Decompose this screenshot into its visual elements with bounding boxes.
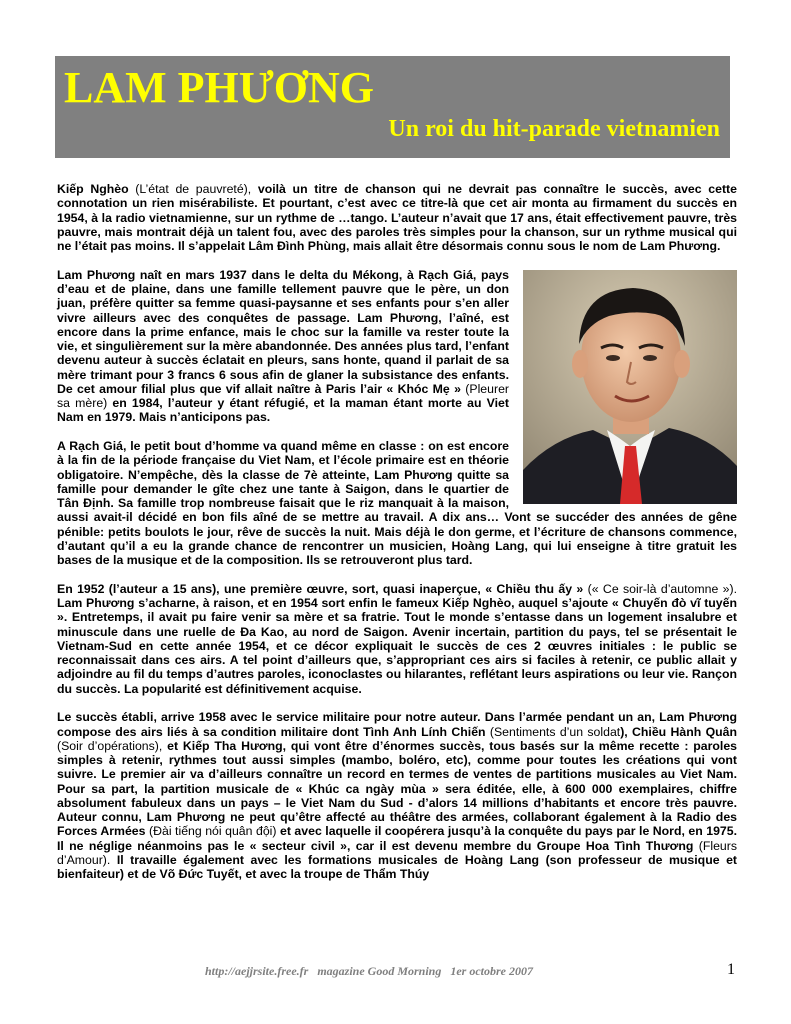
paragraph-5 — [57, 710, 737, 881]
translation-text: (Fleurs d’Amour). — [57, 838, 737, 867]
paragraph-text: et avec laquelle il coopérera jusqu’à la conquête du pays par le Nord, en 1975. Il ne néglige néanmoins pas le « secteur civil », car il est devenu membre du Groupe Hoa Tình Thương — [57, 824, 738, 853]
title-banner — [55, 56, 730, 158]
translation-text: (Đài tiếng nói quân đội) — [145, 824, 280, 839]
article-body — [57, 182, 737, 881]
paragraph-text: Lam Phương naît en mars 1937 dans le delta du Mékong, à Rạch Giá, pays d’eau et de plaine, dans une famille tellement pauvre que le père, un don juan, préfère quitter sa femme quasi-paysanne et ses enfants pour s’en aller vivre ailleurs avec des conquêtes de passage. Lam Phương, l’aîné, est encore dans la prime enfance, mais le choc sur la famille va rester toute la vie, et singulièrement sur la mère abandonnée. Des années plus tard, l’enfant devenu auteur à succès éclatait en pleurs, sans honte, quand il parlait de sa mère trimant pour 3 francs 6 sous afin de glaner la subsistance des enfants. De cet amour filial plus que vif allait naître à Paris l’air « Khóc Mẹ » — [57, 267, 509, 396]
paragraph-text: et Kiếp Tha Hương, qui vont être d’énormes succès, tous basés sur la même recette : paroles simples à retenir, rythmes tout aussi simples (mambo, boléro, etc), comme pour toutes les créations qui vont suivre. Le premier air va d’ailleurs connaître un record en termes de ventes de partitions musicales au Viet Nam. Pour sa part, la partition musicale de « Khúc ca ngày mùa » sera éditée, elle, à 600 000 exemplaires, chiffre absolument fabuleux dans un pays – le Viet Nam du Sud - d’alors 14 millions d’habitants et encore très pauvre. Auteur connu, Lam Phương ne peut qu’être affecté au théâtre des armées, collaborant également à la Radio des Forces Armées — [57, 738, 738, 839]
paragraph-1 — [57, 182, 737, 253]
paragraph-text: voilà un titre de chanson qui ne devrait pas connaître le succès, avec cette connotation un rien misérabiliste. Et pourtant, c’est avec ce titre-là que cet air monta au firmament du succès en 1954, à la radio vietnamienne, sur un rythme de …tango. L’auteur n’avait que 17 ans, était effectivement pauvre, très pauvre, mais montrait déjà un talent fou, avec des paroles très simples pour la chanson, sur un rythme musical qui ne l’était pas moins. Il s’appelait Lâm Đình Phùng, mais allait être désormais connu sous le nom de Lam Phương. — [57, 182, 737, 253]
paragraph-text: en 1984, l’auteur y étant réfugié, et la maman étant morte au Viet Nam en 1979. Mais n’anticipons pas. — [57, 396, 509, 425]
portrait-photo — [523, 270, 737, 504]
portrait-image — [523, 270, 737, 504]
paragraph-text: Il travaille également avec les formations musicales de Hoàng Lang (son professeur de musique et bienfaiteur) et de Võ Đức Tuyết, et avec la troupe de Thẩm Thúy — [57, 852, 737, 881]
paragraph-2 — [57, 268, 737, 425]
translation-text: (Pleurer sa mère) — [57, 381, 510, 410]
page-subtitle: Un roi du hit-parade vietnamien — [388, 116, 720, 142]
translation-text: (Sentiments d’un soldat — [485, 724, 621, 739]
paragraph-3: A Rạch Giá, le petit bout d’homme va quand même en classe : on est encore à la fin de la période française du Viet Nam, et l’école primaire est en théorie obligatoire. N’empêche, dès la classe de 7è atteinte, Lam Phương quitte sa famille pour demander le gîte chez une tante à Saigon, dans le quartier de Tân Định. Sa famille trop nombreuse faisait que le riz manquait à la maison, aussi avait-il décidé en bon fils aîné de se mettre au travail. A dix ans… Vont se succéder des années de gêne pénible: petits boulots le jour, rêve de succès la nuit. Mais déjà le don germe, et l’écriture de chansons commence, d’autant qu’il a eu la grande chance de rencontrer un musicien, Hoàng Lang, qui lui enseigne à titre gratuit les bases de la musique et de la composition. Ils se retrouveront plus tard. — [57, 439, 737, 567]
paragraph-text: Le succès établi, arrive 1958 avec le service militaire pour notre auteur. Dans l’armée pendant un an, Lam Phương compose des airs liés à sa condition militaire dont Tình Anh Lính Chiến — [57, 710, 737, 739]
paragraph-text: ), Chiều Hành Quân — [620, 724, 738, 739]
translation-text: (Soir d’opérations), — [57, 738, 168, 753]
paragraph-text: En 1952 (l’auteur a 15 ans), une première œuvre, sort, quasi inaperçue, « Chiều thu ấy » — [57, 581, 584, 596]
page-number: 1 — [727, 961, 735, 978]
song-title-kiep-ngheo: Kiếp Nghèo — [57, 182, 129, 196]
translation-text: (« Ce soir-là d’automne »). — [583, 581, 737, 596]
paragraph-4 — [57, 582, 737, 696]
page-title: LAM PHƯƠNG — [64, 63, 374, 112]
paragraph-text: Lam Phương s’acharne, à raison, et en 1954 sort enfin le fameux Kiếp Nghèo, auquel s’ajoute « Chuyến đò vĩ tuyến ». Entretemps, il avait pu faire venir sa mère et sa fratrie. Tout le monde s’entasse dans un logement insalubre et minuscule dans une ruelle de Đa Kao, au nord de Saigon. Avenir incertain, partition du pays, tel se présentait le Vietnam-Sud en cette année 1954, et ce décor expliquait le succès de ces 2 œuvres initiales : le public se reconnaissait dans ces airs. A tel point d’ailleurs que, s’appropriant ces airs si faciles à retenir, ce public allait y adjoindre au fil du temps d’autres paroles, iconoclastes ou hilarantes, reflétant leurs aspirations ou leur vie. Rançon du succès. La popularité est définitivement acquise. — [57, 596, 737, 696]
translation-text: (L’état de pauvreté), — [128, 182, 258, 196]
page-footer: http://aejjrsite.free.fr magazine Good Morning 1er octobre 2007 — [205, 964, 533, 978]
